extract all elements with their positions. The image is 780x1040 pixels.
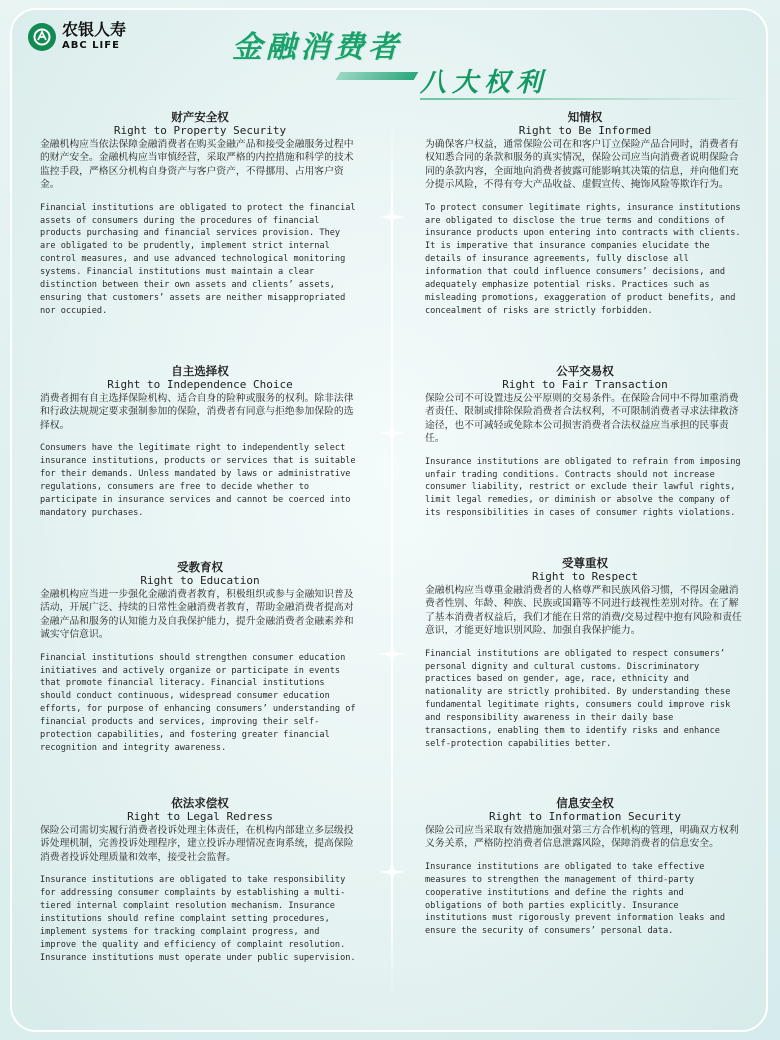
- sparkle-icon: [379, 859, 405, 885]
- section-body-en: Insurance institutions are obligated to take effective measures to strengthen the management of third-party cooperative institutions and define the rights and obligations of both parties explicitly. Insurance institutions must rigorously prevent information leaks and ensure the security of consumers’ personal data.: [425, 861, 726, 937]
- page-title: 金融消费者: [232, 30, 402, 65]
- title-underline: [420, 98, 750, 100]
- section-body-cn: 金融机构应当进一步强化金融消费者教育，积极组织或参与金融知识普及活动，开展广泛、持续的日常性金融消费者教育，帮助金融消费者提高对金融产品和服务的认知能力及自我保护能力，提升金融消费者金融素养和诚实守信意识。: [40, 589, 354, 641]
- section-body-cn: 保险公司需切实履行消费者投诉处理主体责任，在机构内部建立多层级投诉处理机制，完善投诉处理程序，建立投诉办理情况查询系统，提高保险消费者投诉处理质量和效率，接受社会监督。: [40, 825, 354, 863]
- brand-name-en: ABC LIFE: [62, 40, 120, 51]
- section-title-en: Right to Information Security: [488, 810, 682, 823]
- section-title-cn: 自主选择权: [171, 364, 229, 378]
- section-legal-redress: [40, 796, 360, 965]
- brand-name-cn: 农银人寿: [62, 20, 127, 39]
- section-body-en: Financial institutions are obligated to protect the financial assets of consumers during the procedures of financial products purchasing and financial services provision. They are obligated to be prudently, implement strict internal control measures, and use advanced technological monitoring systems. Financial institutions must maintain a clear distinction between their own assets and clients’ assets, ensuring that customers’ assets are neither misappropriated nor occupied.: [40, 202, 356, 316]
- section-body-cn: 保险公司应当采取有效措施加强对第三方合作机构的管理，明确双方权利义务关系，严格防控消费者信息泄露风险，保障消费者的信息安全。: [425, 825, 739, 850]
- section-respect: [425, 556, 745, 751]
- section-title-cn: 知情权: [567, 110, 603, 124]
- section-title-cn: 公平交易权: [556, 364, 614, 378]
- section-title-en: Right to Education: [140, 574, 260, 587]
- section-body-cn: 保险公司不可设置违反公平原则的交易条件。在保险合同中不得加重消费者责任、限制或排除保险消费者合法权利，不可限制消费者寻求法律救济途径，也不可减轻或免除本公司损害消费者合法权益应当承担的民事责任。: [425, 393, 739, 445]
- section-body-en: Consumers have the legitimate right to independently select insurance institutions, products or services that is suitable for their demands. Unless mandated by laws or administrative regulations, consumers are free to decide whether to participate in insurance services and cannot be coerced into mandatory purchases.: [40, 443, 356, 518]
- section-title-en: Right to Fair Transaction: [502, 378, 668, 391]
- section-body-en: To protect consumer legitimate rights, insurance institutions are obligated to disclose the true terms and conditions of insurance products upon entering into contracts with clients. It is imperative that insurance companies elucidate the details of insurance agreements, fully disclose all information that could influence consumers’ decisions, and adequately emphasize potential risks. Practices such as misleading promotions, exaggeration of product benefits, and concealment of risks are strictly forbidden.: [425, 202, 741, 316]
- section-body-cn: 金融机构应当依法保障金融消费者在购买金融产品和接受金融服务过程中的财产安全。金融机构应当审慎经营，采取严格的内控措施和科学的技术监控手段，严格区分机构自身资产与客户资产，不得挪用、占用客户资金。: [40, 139, 354, 191]
- section-title-en: Right to Legal Redress: [127, 810, 273, 823]
- section-independence-choice: [40, 364, 360, 520]
- section-be-informed: [425, 110, 745, 318]
- title-accent-bar: [336, 72, 419, 80]
- section-body-en: Financial institutions are obligated to respect consumers’ personal dignity and cultural customs. Discriminatory practices based on gender, age, race, ethnicity and nationality are strictly prohibited. By understanding these fundamental legitimate rights, consumers could improve risk and responsibility awareness in their daily base transactions, enabling them to identify risks and enhance self-protection capabilities better.: [425, 648, 731, 749]
- section-body-en: Insurance institutions are obligated to take responsibility for addressing consumer complaints by establishing a multi-tiered internal complaint resolution mechanism. Insurance institutions should refine complaint setting procedures, implement systems for tracking complaint progress, and improve the quality and efficiency of complaint resolution. Insurance institutions must operate under public supervision.: [40, 875, 356, 963]
- section-body-cn: 金融机构应当尊重金融消费者的人格尊严和民族风俗习惯，不得因金融消费者性别、年龄、种族、民族或国籍等不同进行歧视性差别对待。在了解了基本消费者权益后，我们才能在日常的消费/交易过程中抱有风险和责任意识，才能更好地识别风险、加强自我保护能力。: [425, 585, 742, 637]
- section-body-en: Insurance institutions are obligated to refrain from imposing unfair trading conditions. Contracts should not increase consumer liability, restrict or exclude their lawful rights, limit legal remedies, or diminish or absolve the company of its responsibilities in cases of consumer rights violations.: [425, 456, 741, 519]
- brand-logo: [28, 22, 126, 51]
- section-fair-transaction: [425, 364, 745, 520]
- section-title-en: Right to Independence Choice: [107, 378, 293, 391]
- section-title-en: Right to Respect: [532, 570, 638, 583]
- section-information-security: [425, 796, 745, 938]
- section-title-en: Right to Property Security: [113, 124, 287, 137]
- section-education: [40, 560, 360, 755]
- section-title-cn: 财产安全权: [171, 110, 229, 124]
- section-title-cn: 受教育权: [177, 560, 223, 574]
- section-title-cn: 受尊重权: [562, 556, 608, 570]
- section-title-en: Right to Be Informed: [518, 124, 652, 137]
- section-body-cn: 消费者拥有自主选择保险机构、适合自身的险种或服务的权利。除非法律和行政法规规定要求强制参加的保险，消费者有同意与拒绝参加保险的选择权。: [40, 393, 354, 431]
- section-title-cn: 信息安全权: [556, 796, 614, 810]
- abc-life-emblem-icon: [28, 23, 56, 51]
- sparkle-icon: [379, 420, 405, 446]
- page-subtitle: 八大权利: [420, 68, 549, 98]
- section-property-security: [40, 110, 360, 318]
- sparkle-icon: [379, 204, 405, 230]
- section-body-en: Financial institutions should strengthen consumer education initiatives and actively organize or participate in events that promote financial literacy. Financial institutions should conduct continuous, widespread consumer education efforts, for purpose of enhancing consumers’ understanding of financial products and services, improving their self-protection capabilities, and fostering greater financial recognition and integrity awareness.: [40, 652, 356, 753]
- sparkle-icon: [379, 641, 405, 667]
- section-body-cn: 为确保客户权益，通常保险公司在和客户订立保险产品合同时，消费者有权知悉合同的条款和服务的真实情况，保险公司应当向消费者说明保险合同的条款内容，全面地向消费者披露可能影响其决策的信息，并向他们充分提示风险，不得有夸大产品收益、虚假宣传、掩饰风险等欺诈行为。: [425, 139, 739, 191]
- section-title-cn: 依法求偿权: [171, 796, 229, 810]
